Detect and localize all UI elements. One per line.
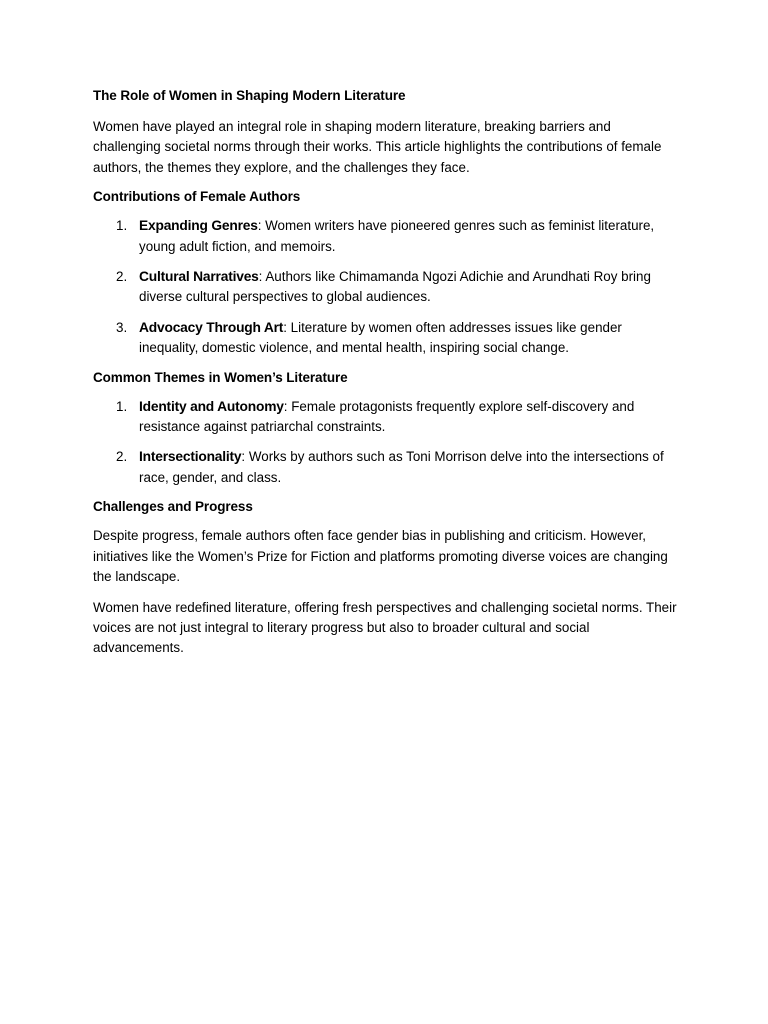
body-paragraph: Despite progress, female authors often face gender bias in publishing and criticism. However, initiatives like the Women’s Prize for Fiction and platforms promoting diverse voices are changing the landscape. <box>93 528 668 585</box>
list-item-text: : Female protagonists frequently explore self-discovery and resistance against patriarchal constraints. <box>139 398 635 435</box>
list-number: 1. <box>116 398 128 414</box>
list-item <box>93 267 678 308</box>
list-item <box>93 318 678 359</box>
section-heading-challenges: Challenges and Progress <box>93 499 253 515</box>
document-page <box>93 87 678 669</box>
list-item-term: Identity and Autonomy <box>139 398 284 414</box>
contributions-list <box>93 216 678 358</box>
document-title: The Role of Women in Shaping Modern Literature <box>93 88 406 103</box>
section-heading-contributions: Contributions of Female Authors <box>93 189 301 205</box>
list-item-text: : Women writers have pioneered genres such as feminist literature, young adult fiction, and memoirs. <box>139 218 655 254</box>
list-number: 2. <box>116 449 128 465</box>
list-item <box>93 397 678 438</box>
list-item-text: : Literature by women often addresses issues like gender inequality, domestic violence, and mental health, inspiring social change. <box>139 319 622 356</box>
list-number: 1. <box>116 218 128 234</box>
list-item-term: Intersectionality <box>139 449 242 465</box>
section-heading-themes: Common Themes in Women’s Literature <box>93 369 348 385</box>
list-item-term: Advocacy Through Art <box>139 319 284 335</box>
intro-paragraph: Women have played an integral role in shaping modern literature, breaking barriers and challenging societal norms through their works. This article highlights the contributions of female authors, the themes they explore, and the challenges they face. <box>93 119 662 175</box>
conclusion-paragraph: Women have redefined literature, offering fresh perspectives and challenging societal norms. Their voices are not just integral to literary progress but also to broader cultural and social advancements. <box>93 599 677 656</box>
list-item <box>93 447 678 488</box>
themes-list <box>93 397 678 489</box>
list-item-text: : Authors like Chimamanda Ngozi Adichie and Arundhati Roy bring diverse cultural perspectives to global audiences. <box>139 269 651 305</box>
list-number: 2. <box>116 269 128 285</box>
list-item <box>93 216 678 257</box>
list-item-text: : Works by authors such as Toni Morrison delve into the intersections of race, gender, and class. <box>139 449 664 485</box>
list-number: 3. <box>116 319 128 335</box>
list-item-term: Expanding Genres <box>139 218 258 234</box>
list-item-term: Cultural Narratives <box>139 269 259 285</box>
